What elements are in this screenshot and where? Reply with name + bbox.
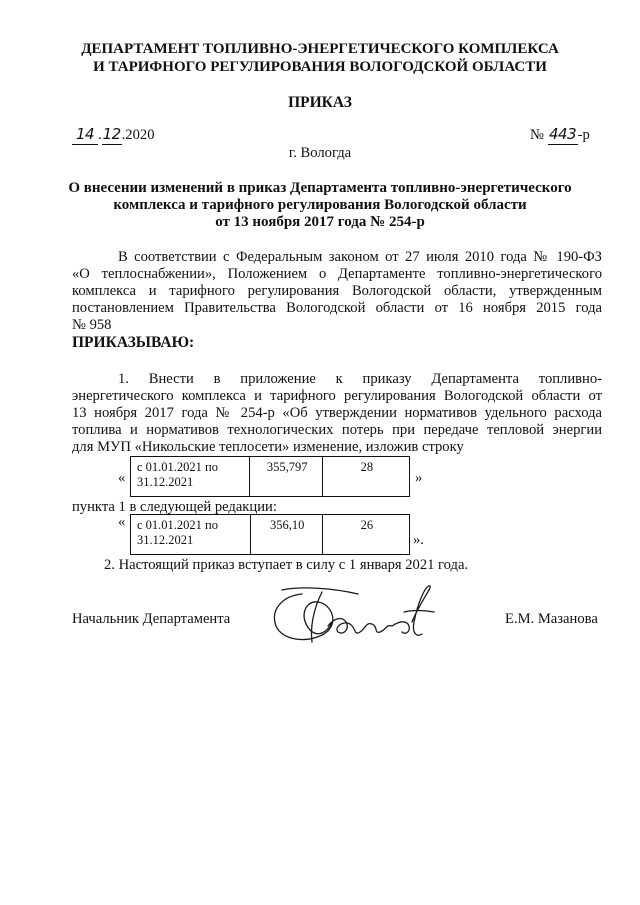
department-name-line1: ДЕПАРТАМЕНТ ТОПЛИВНО-ЭНЕРГЕТИЧЕСКОГО КОМПЛЕКСА xyxy=(81,41,559,57)
item1-line5: для МУП «Никольские теплосети» изменение, изложив строку xyxy=(72,439,464,455)
date-day: 14 xyxy=(75,125,95,143)
quote-open-old: « xyxy=(118,470,126,486)
preamble-line1: В соответствии с Федеральным законом от 27 июля 2010 года № 190-ФЗ xyxy=(118,249,602,265)
item1-line1: 1. Внести в приложение к приказу Департамента топливно- xyxy=(118,371,602,387)
old-value1-cell: 355,797 xyxy=(250,457,322,497)
old-value2-cell: 28 xyxy=(322,457,409,497)
signatory-name: Е.М. Мазанова xyxy=(505,611,598,627)
number-value: 443 xyxy=(549,125,577,143)
quote-close-new: ». xyxy=(413,532,424,548)
item2: 2. Настоящий приказ вступает в силу с 1 января 2021 года. xyxy=(104,557,469,573)
preamble-line5: № 958 xyxy=(72,317,112,333)
quote-open-new: « xyxy=(118,514,126,530)
order-title-line3: от 13 ноября 2017 года № 254-р xyxy=(215,214,425,230)
new-value1-cell: 356,10 xyxy=(250,515,322,555)
preamble-line3: комплекса и тарифного регулирования Вологодской области, утвержденным xyxy=(72,283,602,299)
old-period-cell: с 01.01.2021 по 31.12.2021 xyxy=(131,457,250,497)
item1-line4: топлива и нормативов технологических потерь при передаче тепловой энергии xyxy=(72,422,602,438)
between-text: пункта 1 в следующей редакции: xyxy=(72,499,277,515)
date-year: .2020 xyxy=(121,127,155,143)
document-number xyxy=(530,126,590,145)
item1-line2: энергетического комплекса и тарифного регулирования Вологодской области от xyxy=(72,388,602,404)
city: г. Вологда xyxy=(288,145,352,161)
table-row xyxy=(131,515,410,555)
new-value2-cell: 26 xyxy=(322,515,409,555)
item1-line3: 13 ноября 2017 года № 254-р «Об утверждении нормативов удельного расхода xyxy=(72,405,602,421)
new-row-table xyxy=(130,514,410,555)
order-title-line2: комплекса и тарифного регулирования Вологодской области xyxy=(113,197,527,213)
handwritten-signature xyxy=(262,582,452,652)
quote-close-old: » xyxy=(415,470,423,486)
table-row xyxy=(131,457,410,497)
preamble-line4: постановлением Правительства Вологодской области от 16 ноября 2015 года xyxy=(72,300,602,316)
document-type: ПРИКАЗ xyxy=(288,94,352,111)
old-row-table xyxy=(130,456,410,497)
date-dot: . xyxy=(98,127,102,143)
document-date xyxy=(72,126,155,145)
signatory-position: Начальник Департамента xyxy=(72,611,231,627)
number-suffix: -р xyxy=(577,127,590,143)
order-title-line1: О внесении изменений в приказ Департамента топливно-энергетического xyxy=(68,180,572,196)
order-word: ПРИКАЗЫВАЮ: xyxy=(72,334,195,351)
new-period-cell: с 01.01.2021 по 31.12.2021 xyxy=(131,515,251,555)
department-name-line2: И ТАРИФНОГО РЕГУЛИРОВАНИЯ ВОЛОГОДСКОЙ ОБЛАСТИ xyxy=(93,59,547,75)
number-prefix: № xyxy=(530,127,544,143)
preamble-line2: «О теплоснабжении», Положением о Департаменте топливно-энергетического xyxy=(72,266,602,282)
date-month: 12 xyxy=(102,125,121,143)
